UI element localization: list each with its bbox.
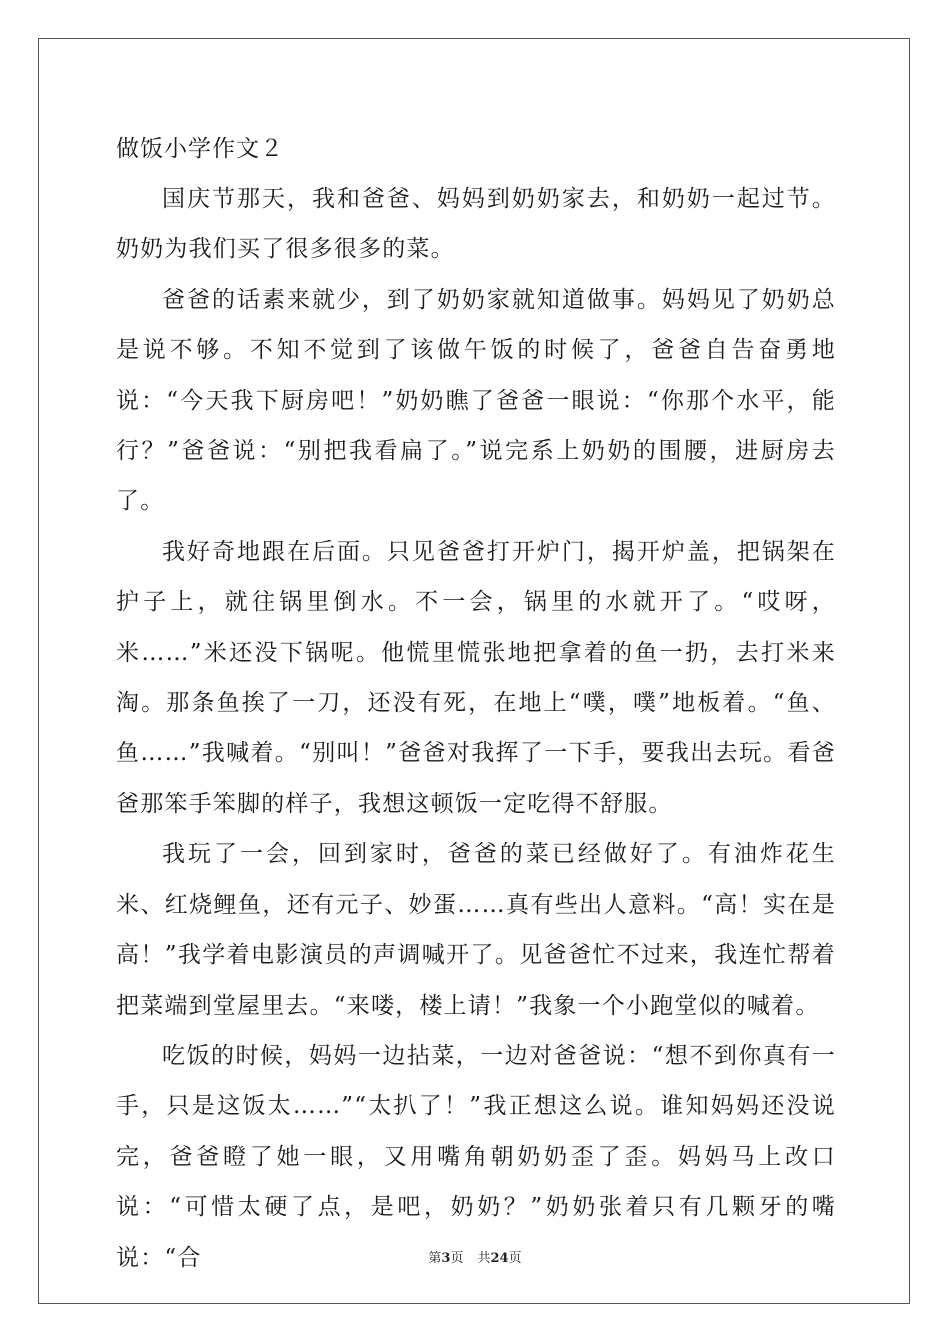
current-page-number: 3	[441, 1251, 451, 1266]
page-prefix: 第	[428, 1251, 442, 1266]
paragraph-2: 爸爸的话素来就少，到了奶奶家就知道做事。妈妈见了奶奶总是说不够。不知不觉到了该做午饭的时候了，爸爸自告奋勇地说：“今天我下厨房吧！”奶奶瞧了爸爸一眼说：“你那个水平，能行？”爸爸说：“别把我看扁了。”说完系上奶奶的围腰，进厨房去了。	[116, 286, 836, 515]
document-title: 做饭小学作文２	[116, 136, 284, 162]
paragraph-3: 我好奇地跟在后面。只见爸爸打开炉门，揭开炉盖，把锅架在护子上，就往锅里倒水。不一会，锅里的水就开了。“哎呀，米……”米还没下锅呢。他慌里慌张地把拿着的鱼一扔，去打米来淘。那条鱼挨了一刀，还没有死，在地上“噗，噗”地板着。“鱼、鱼……”我喊着。“别叫！”爸爸对我挥了一下手，要我出去玩。看爸爸那笨手笨脚的样子，我想这顿饭一定吃得不舒服。	[116, 538, 836, 817]
document-body	[116, 124, 836, 1283]
total-prefix: 共	[477, 1251, 491, 1266]
paragraph-4: 我玩了一会，回到家时，爸爸的菜已经做好了。有油炸花生米、红烧鲤鱼，还有元子、妙蛋……真有些出人意料。“高！实在是高！”我学着电影演员的声调喊开了。见爸爸忙不过来，我连忙帮着把菜端到堂屋里去。“来喽，楼上请！”我象一个小跑堂似的喊着。	[116, 841, 836, 1019]
total-pages-number: 24	[490, 1251, 509, 1266]
page-suffix: 页	[450, 1251, 464, 1266]
paragraph-5: 吃饭的时候，妈妈一边拈菜，一边对爸爸说：“想不到你真有一手，只是这饭太……”“太扒了！”我正想这么说。谁知妈妈还没说完，爸爸瞪了她一眼，又用嘴角朝奶奶歪了歪。妈妈马上改口说：“可惜太硬了点，是吧，奶奶？”奶奶张着只有几颗牙的嘴说：“合	[116, 1042, 836, 1271]
total-suffix: 页	[508, 1251, 522, 1266]
paragraph-1: 国庆节那天，我和爸爸、妈妈到奶奶家去，和奶奶一起过节。奶奶为我们买了很多很多的菜。	[116, 186, 836, 263]
page-footer	[0, 1247, 950, 1266]
